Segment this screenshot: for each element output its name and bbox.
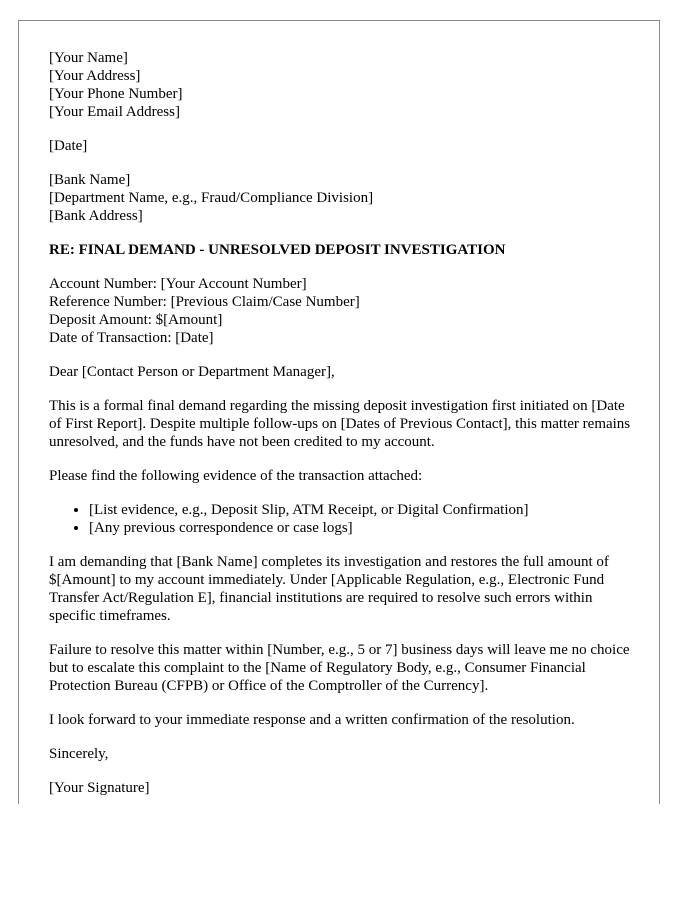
date-block	[49, 137, 639, 155]
evidence-list-item: • [List evidence, e.g., Deposit Slip, ATM Receipt, or Digital Confirmation]	[89, 501, 639, 519]
intro-paragraph: This is a formal final demand regarding the missing deposit investigation first initiated on [Date of First Report]. Despite multiple follow-ups on [Dates of Previous Contact], this matter remains unresolved, and the funds have not been credited to my account.	[49, 398, 631, 450]
letter-page	[18, 20, 660, 804]
sender-phone: [Your Phone Number]	[49, 86, 183, 102]
reference-number: Reference Number: [Previous Claim/Case Number]	[49, 294, 360, 310]
transaction-date: Date of Transaction: [Date]	[49, 330, 214, 346]
recipient-department: [Department Name, e.g., Fraud/Compliance Division]	[49, 190, 374, 206]
recipient-bank-name: [Bank Name]	[49, 172, 131, 188]
deposit-amount: Deposit Amount: $[Amount]	[49, 312, 223, 328]
escalation-paragraph: Failure to resolve this matter within [Number, e.g., 5 or 7] business days will leave me no choice but to escalate this complaint to the [Name of Regulatory Body, e.g., Consumer Financial Protection Bureau (CFPB) or Office of the Comptroller of the Currency].	[49, 642, 630, 694]
salutation: Dear [Contact Person or Department Manager],	[49, 364, 335, 380]
account-number: Account Number: [Your Account Number]	[49, 276, 307, 292]
sender-email: [Your Email Address]	[49, 104, 180, 120]
recipient-block	[49, 171, 639, 225]
letter-date: [Date]	[49, 138, 88, 154]
sender-block	[49, 49, 639, 121]
signature: [Your Signature]	[49, 780, 150, 796]
evidence-list-item: • [Any previous correspondence or case logs]	[89, 519, 639, 537]
sender-address: [Your Address]	[49, 68, 141, 84]
sender-name: [Your Name]	[49, 50, 128, 66]
closing-remark-paragraph: I look forward to your immediate response and a written confirmation of the resolution.	[49, 712, 575, 728]
subject-line: RE: FINAL DEMAND - UNRESOLVED DEPOSIT INVESTIGATION	[49, 242, 506, 258]
evidence-intro-paragraph: Please find the following evidence of the transaction attached:	[49, 468, 423, 484]
recipient-bank-address: [Bank Address]	[49, 208, 143, 224]
account-details-block	[49, 275, 639, 347]
closing: Sincerely,	[49, 746, 109, 762]
demand-paragraph: I am demanding that [Bank Name] completes its investigation and restores the full amount of $[Amount] to my account immediately. Under [Applicable Regulation, e.g., Electronic Fund Transfer Act/Regulation E], financial institutions are required to resolve such errors within specific timeframes.	[49, 554, 609, 624]
letter-content	[49, 49, 639, 804]
evidence-list	[49, 501, 639, 537]
